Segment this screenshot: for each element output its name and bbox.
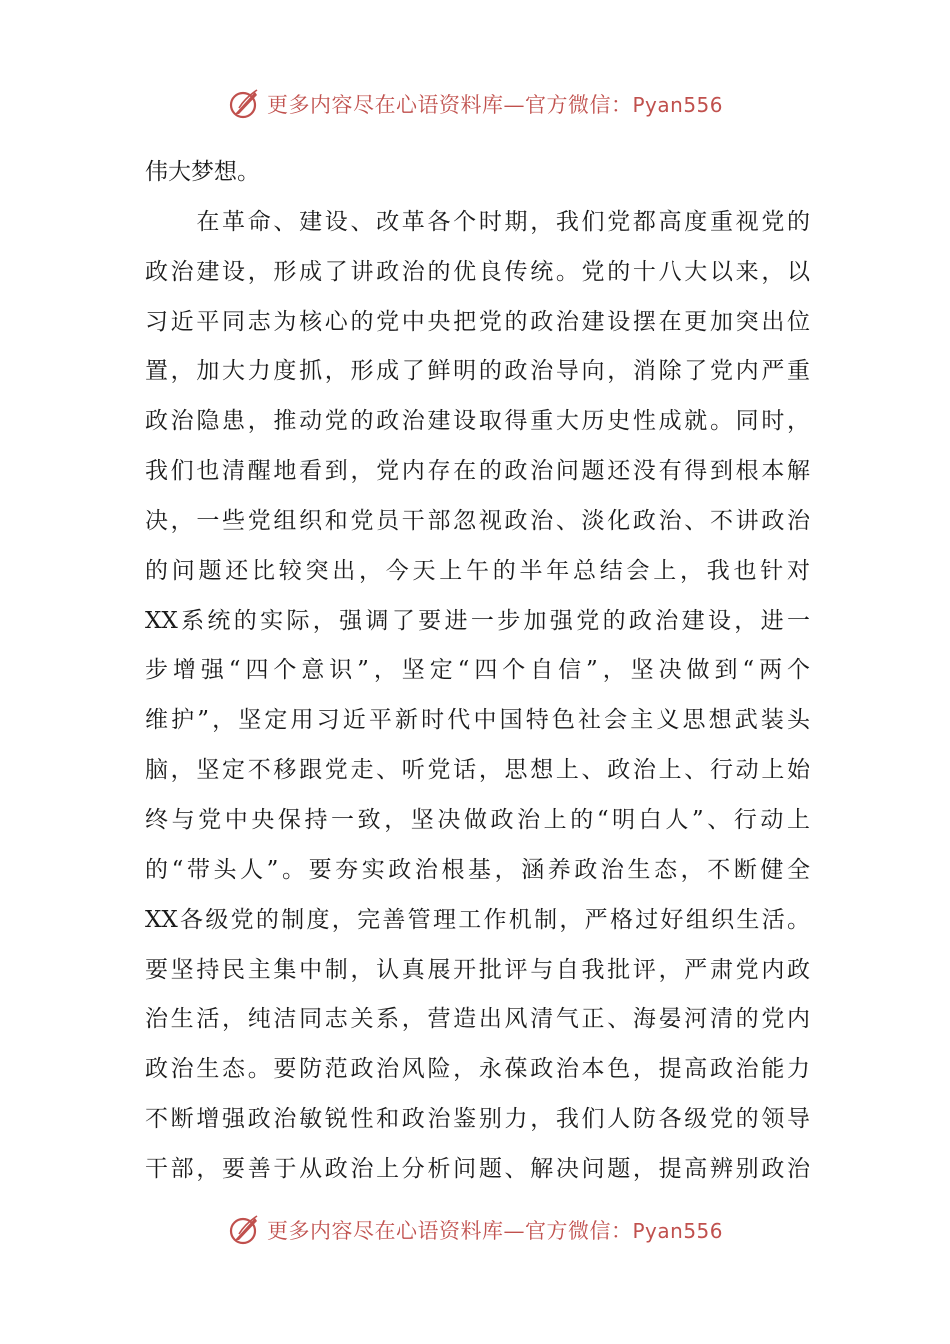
text-line: 政治生态。要防范政治风险，永葆政治本色，提高政治能力 [145,1056,810,1083]
watermark-footer [0,1210,950,1250]
quill-logo-icon [227,86,263,122]
text-line: 政治隐患，推动党的政治建设取得重大历史性成就。同时， [145,408,810,435]
text-line: 的问题还比较突出，今天上午的半年总结会上，我也针对 [145,557,810,584]
text-line: 在革命、建设、改革各个时期，我们党都高度重视党的 [145,208,810,235]
document-body [145,148,810,1195]
watermark-header [0,84,950,124]
watermark-text: 更多内容尽在心语资料库—官方微信：Pyan556 [266,1219,723,1243]
text-line: 决，一些党组织和党员干部忽视政治、淡化政治、不讲政治 [145,507,810,534]
text-line: 置，加大力度抓，形成了鲜明的政治导向，消除了党内严重 [145,358,810,385]
text-line: 政治建设，形成了讲政治的优良传统。党的十八大以来，以 [145,258,810,285]
quill-logo-icon [227,1212,263,1248]
text-line: 终与党中央保持一致，坚决做政治上的“明白人”、行动上 [145,806,810,833]
text-line: 治生活，纯洁同志关系，营造出风清气正、海晏河清的党内 [145,1006,810,1033]
text-line: 脑，坚定不移跟党走、听党话，思想上、政治上、行动上始 [145,757,810,784]
text-line: 干部，要善于从政治上分析问题、解决问题，提高辨别政治 [145,1155,810,1182]
text-line: XX各级党的制度，完善管理工作机制，严格过好组织生活。 [145,906,810,933]
text-line: 我们也清醒地看到，党内存在的政治问题还没有得到根本解 [145,458,810,485]
text-line: 伟大梦想。 [145,159,260,185]
watermark-id: Pyan556 [632,93,723,117]
text-line: 步增强“四个意识”，坚定“四个自信”，坚决做到“两个 [145,657,810,684]
text-line: 的“带头人”。要夯实政治根基，涵养政治生态，不断健全 [145,856,810,883]
watermark-text: 更多内容尽在心语资料库—官方微信：Pyan556 [266,93,723,117]
text-line: 要坚持民主集中制，认真展开批评与自我批评，严肃党内政 [145,956,810,983]
text-line: XX系统的实际，强调了要进一步加强党的政治建设，进一 [145,607,810,634]
watermark-id: Pyan556 [632,1219,723,1243]
text-line: 习近平同志为核心的党中央把党的政治建设摆在更加突出位 [145,308,810,335]
text-line: 不断增强政治敏锐性和政治鉴别力，我们人防各级党的领导 [145,1106,810,1133]
text-line: 维护”，坚定用习近平新时代中国特色社会主义思想武装头 [145,707,810,734]
